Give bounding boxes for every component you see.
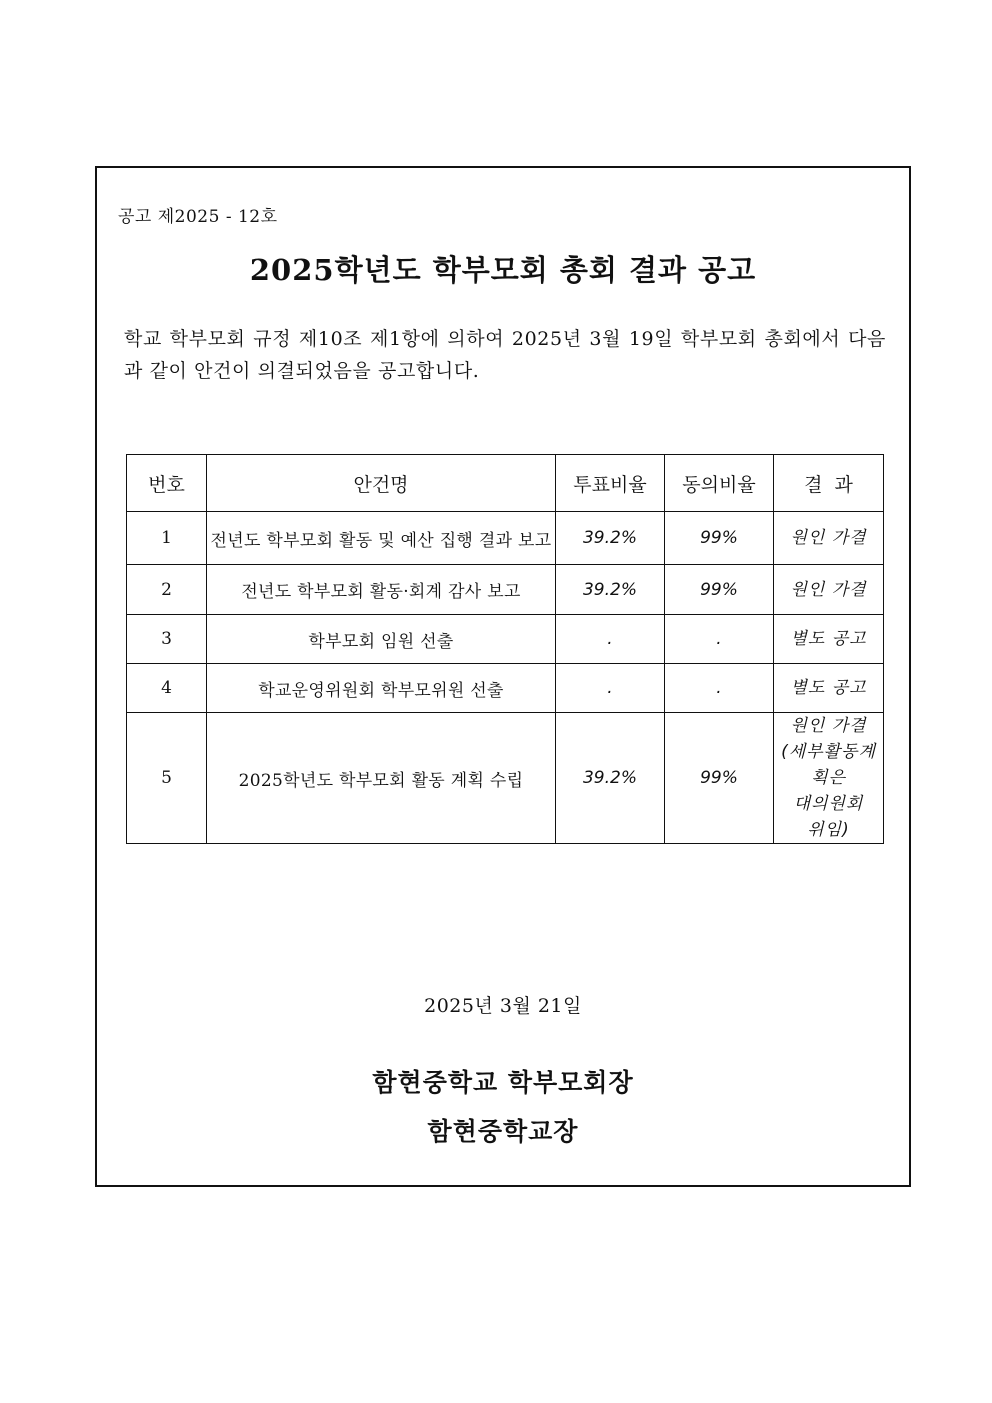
notice-date: 2025년 3월 21일 — [424, 995, 582, 1017]
notice-frame — [95, 166, 911, 1187]
row-agree-rate: . — [665, 615, 774, 664]
row-vote-rate: . — [556, 664, 665, 713]
row-vote-rate: 39.2% — [556, 565, 665, 615]
result-line: 원인 가결 — [790, 579, 867, 600]
row-result — [774, 713, 884, 844]
row-vote-rate: 39.2% — [556, 713, 665, 844]
row-number: 4 — [127, 664, 207, 713]
row-number: 3 — [127, 615, 207, 664]
result-line: 위임) — [807, 820, 850, 840]
notice-number: 공고 제2025 - 12호 — [118, 207, 278, 227]
row-number: 1 — [127, 512, 207, 565]
result-line: 원인 가결 — [790, 528, 867, 548]
result-line: 별도 공고 — [790, 678, 867, 698]
row-result — [774, 565, 884, 615]
agenda-table — [126, 454, 884, 844]
table-row — [127, 512, 884, 565]
row-result — [774, 664, 884, 713]
row-result — [774, 615, 884, 664]
row-item: 학부모회 임원 선출 — [207, 615, 556, 664]
result-line: (세부활동계 — [781, 742, 876, 762]
header-number: 번호 — [127, 455, 207, 512]
row-vote-rate: 39.2% — [556, 512, 665, 565]
header-vote-rate: 투표비율 — [556, 455, 665, 512]
result-line: 별도 공고 — [790, 629, 867, 649]
row-vote-rate: . — [556, 615, 665, 664]
result-line: 원인 가결 — [790, 716, 867, 736]
signature-principal: 함현중학교장 — [427, 1117, 579, 1146]
intro-paragraph: 학교 학부모회 규정 제10조 제1항에 의하여 2025년 3월 19일 학부모회 총회에서 다음과 같이 안건이 의결되었음을 공고합니다. — [124, 328, 886, 382]
header-item: 안건명 — [207, 455, 556, 512]
row-item: 학교운영위원회 학부모위원 선출 — [207, 664, 556, 713]
header-result: 결 과 — [774, 455, 884, 512]
table-row — [127, 615, 884, 664]
row-agree-rate: 99% — [665, 713, 774, 844]
row-item: 전년도 학부모회 활동·회계 감사 보고 — [207, 565, 556, 615]
table-row — [127, 664, 884, 713]
header-agree-rate: 동의비율 — [665, 455, 774, 512]
page-title: 2025학년도 학부모회 총회 결과 공고 — [249, 253, 757, 287]
table-header-row — [127, 455, 884, 512]
row-number: 5 — [127, 713, 207, 844]
row-agree-rate: 99% — [665, 565, 774, 615]
result-line: 대의원회 — [793, 794, 864, 814]
row-item: 전년도 학부모회 활동 및 예산 집행 결과 보고 — [207, 512, 556, 565]
row-result — [774, 512, 884, 565]
table-row — [127, 713, 884, 844]
table-row — [127, 565, 884, 615]
row-number: 2 — [127, 565, 207, 615]
row-agree-rate: 99% — [665, 512, 774, 565]
signature-parent-association-head: 함현중학교 학부모회장 — [372, 1068, 634, 1097]
result-line: 획은 — [811, 768, 846, 788]
row-item: 2025학년도 학부모회 활동 계획 수립 — [207, 713, 556, 844]
row-agree-rate: . — [665, 664, 774, 713]
